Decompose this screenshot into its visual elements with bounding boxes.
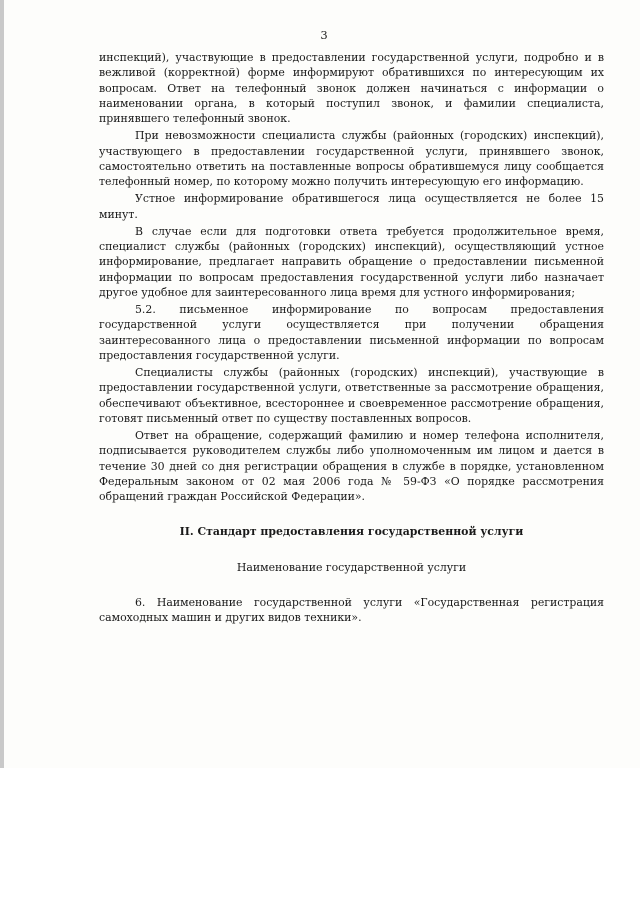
blank-area — [0, 768, 640, 905]
paragraph-service-name: 6. Наименование государственной услуги «Государственная регистрация самоходных машин и других видов техники». — [99, 595, 604, 624]
paragraph-oral-duration: Устное информирование обратившегося лица осуществляется не более 15 минут. — [99, 192, 604, 221]
paragraph-informing-by-phone: инспекций), участвующие в предоставлении государственной услуги, подробно и в вежливой (корректной) форме информируют обратившихся по интересующим их вопросам. Ответ на телефонный звонок должен начинаться с информации о наименовании органа, в который поступил звонок, и фамилии специалиста, принявшего телефонный звонок. — [99, 51, 604, 125]
section-heading: II. Стандарт предоставления государственной услуги — [179, 525, 524, 539]
paragraph-specialists-review: Специалисты службы (районных (городских) инспекций), участвующие в предоставлении государственной услуги, ответственные за рассмотрение обращения, обеспечивают объективное, всестороннее и своевременное рассмотрение обращения, готовят письменный ответ по существу поставленных вопросов. — [99, 366, 604, 425]
paragraph-answer-signing: Ответ на обращение, содержащий фамилию и номер телефона исполнителя, подписывается руководителем службы либо уполномоченным им лицом и дается в течение 30 дней со дня регистрации обращения в службе в порядке, установленном Федеральным законом от 02 мая 2006 года № 59-ФЗ «О порядке рассмотрения обращений граждан Российской Федерации». — [99, 429, 604, 503]
page-number: 3 — [320, 28, 328, 42]
subsection-heading: Наименование государственной услуги — [236, 560, 467, 574]
paragraph-written-informing: 5.2. письменное информирование по вопросам предоставления государственной услуги осуществляется при получении обращения заинтересованного лица о предоставлении письменной информации по вопросам предоставления государственной услуги. — [99, 303, 604, 362]
paragraph-long-preparation: В случае если для подготовки ответа требуется продолжительное время, специалист службы (районных (городских) инспекций), осуществляющий устное информирование, предлагает направить обращение о предоставлении письменной информации по вопросам предоставления государственной услуги либо назначает другое удобное для заинтересованного лица время для устного информирования; — [99, 224, 604, 299]
document-body — [99, 50, 604, 627]
paragraph-unable-to-answer: При невозможности специалиста службы (районных (городских) инспекций), участвующего в предоставлении государственной услуги, принявшего звонок, самостоятельно ответить на поставленные вопросы обратившемуся лицу сообщается телефонный номер, по которому можно получить интересующую его информацию. — [99, 129, 604, 188]
